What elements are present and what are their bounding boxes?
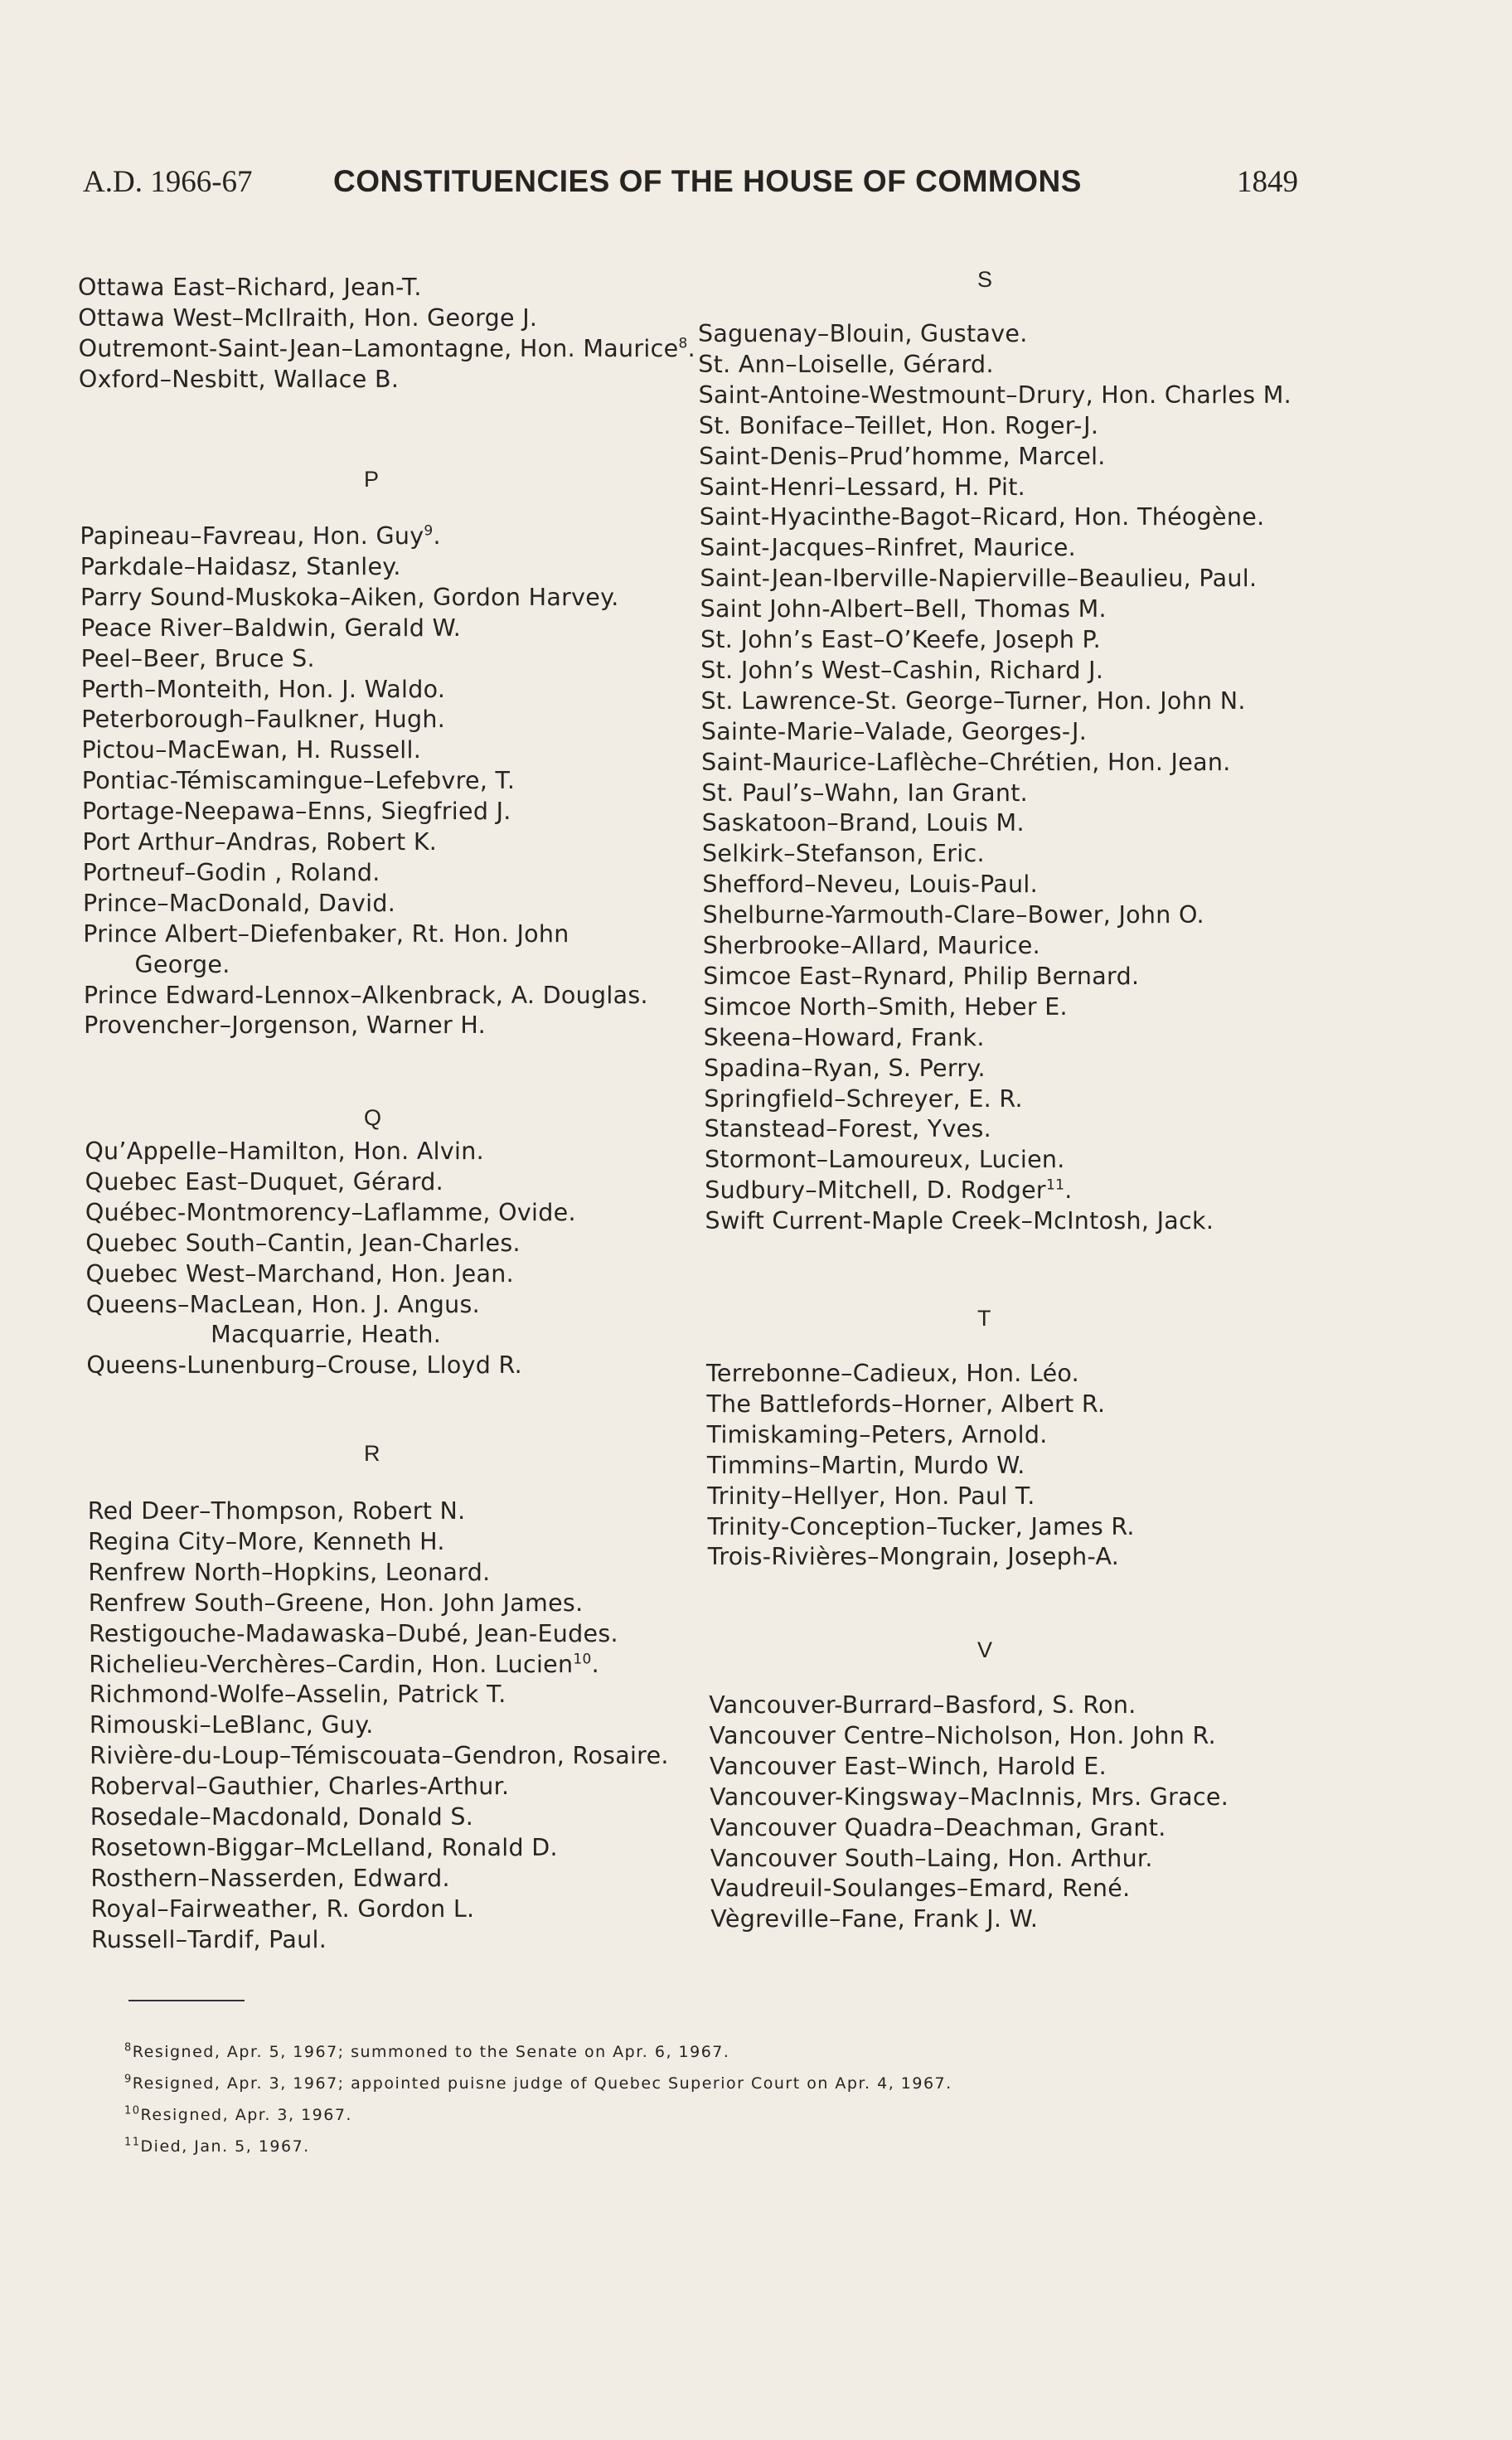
entry-text: Oxford–Nesbitt, Wallace B.: [78, 365, 400, 393]
entry-text: Vancouver Centre–Nicholson, Hon. John R.: [709, 1721, 1216, 1749]
constituency-entry: [703, 901, 1204, 929]
entry-text: Russell–Tardif, Paul.: [90, 1925, 327, 1953]
constituency-entry: [80, 584, 619, 612]
entry-text: Rivière-du-Loup–Témiscouata–Gendron, Rosaire.: [90, 1742, 669, 1770]
entry-text: Ottawa West–McIlraith, Hon. George J.: [78, 303, 538, 332]
constituency-entry: [82, 767, 515, 795]
entry-text: Vancouver-Burrard–Basford, S. Ron.: [709, 1691, 1136, 1719]
footnote: [124, 2106, 352, 2124]
section-heading-s: S: [977, 267, 993, 292]
constituency-entry: [91, 1926, 327, 1954]
entry-text: Saint-Hyacinthe-Bagot–Ricard, Hon. Théogène.: [699, 503, 1265, 531]
entry-text: Qu’Appelle–Hamilton, Hon. Alvin.: [85, 1138, 484, 1165]
entry-text: Port Arthur–Andras, Robert K.: [82, 828, 438, 856]
page-title: CONSTITUENCIES OF THE HOUSE OF COMMONS: [333, 164, 1082, 198]
footnote-divider: [128, 2000, 245, 2001]
constituency-entry: [705, 1207, 1214, 1235]
entry-text: Portage-Neepawa–Enns, Siegfried J.: [82, 798, 511, 826]
entry-text: Queens-Lunenburg–Crouse, Lloyd R.: [86, 1351, 522, 1380]
constituency-entry: [699, 412, 1098, 440]
constituency-entry: [82, 828, 437, 856]
entry-text: St. John’s West–Cashin, Richard J.: [700, 656, 1104, 684]
entry-text: Ottawa East–Richard, Jean-T.: [78, 274, 422, 301]
entry-text: Rosetown-Biggar–McLelland, Ronald D.: [90, 1833, 558, 1861]
constituency-entry: [89, 1589, 584, 1618]
section-heading-t: T: [977, 1306, 991, 1331]
entry-text: Royal–Fairweather, R. Gordon L.: [90, 1894, 475, 1923]
constituency-entry: [84, 1011, 486, 1040]
constituency-entry: [700, 503, 1265, 531]
entry-text: Saguenay–Blouin, Gustave.: [698, 320, 1028, 347]
entry-text: Vancouver-Kingsway–MacInnis, Mrs. Grace.: [710, 1783, 1229, 1811]
constituency-entry: [707, 1452, 1025, 1480]
constituency-entry: [710, 1722, 1216, 1750]
constituency-entry: [699, 473, 1025, 502]
constituency-entry: [710, 1753, 1107, 1781]
entry-text: Saskatoon–Brand, Louis M.: [701, 809, 1025, 837]
entry-text: Sudbury–Mitchell, D. Rodger: [705, 1176, 1046, 1205]
entry-text: Stormont–Lamoureux, Lucien.: [704, 1146, 1065, 1174]
entry-text: St. Boniface–Teillet, Hon. Roger-J.: [698, 411, 1099, 439]
section-heading-r: R: [364, 1441, 380, 1466]
entry-text: Rosedale–Macdonald, Donald S.: [90, 1803, 474, 1831]
entry-text: Quebec East–Duquet, Gérard.: [85, 1167, 444, 1196]
entry-text: Outremont-Saint-Jean–Lamontagne, Hon. Maurice: [78, 334, 679, 362]
constituency-entry: [699, 381, 1292, 410]
entry-text: Red Deer–Thompson, Robert N.: [87, 1497, 466, 1525]
footnote: [124, 2074, 952, 2093]
constituency-entry: [705, 1176, 1072, 1205]
entry-text: Quebec South–Cantin, Jean-Charles.: [85, 1229, 521, 1257]
entry-text: The Battlefords–Horner, Albert R.: [706, 1390, 1106, 1418]
constituency-entry: [698, 320, 1028, 348]
entry-text: Timmins–Martin, Murdo W.: [706, 1451, 1025, 1479]
entry-text: Regina City–More, Kenneth H.: [88, 1527, 445, 1555]
constituency-entry: [709, 1691, 1136, 1720]
constituency-entry: [85, 1199, 576, 1227]
constituency-entry: [90, 1742, 669, 1770]
entry-text: Swift Current-Maple Creek–McIntosh, Jack.: [705, 1207, 1214, 1235]
entry-text: Renfrew South–Greene, Hon. John James.: [88, 1589, 584, 1617]
entry-text: Trinity–Hellyer, Hon. Paul T.: [707, 1482, 1035, 1510]
constituency-entry: [78, 304, 537, 332]
constituency-entry: [703, 963, 1139, 991]
constituency-entry: [700, 565, 1257, 593]
entry-text: Stanstead–Forest, Yves.: [704, 1115, 992, 1143]
constituency-entry: [79, 335, 695, 363]
entry-text: Selkirk–Stefanson, Eric.: [702, 840, 985, 868]
entry-text: Simcoe East–Rynard, Philip Bernard.: [703, 962, 1140, 990]
entry-text: Prince–MacDonald, David.: [82, 889, 396, 917]
constituency-entry: [85, 1230, 521, 1258]
constituency-entry: [86, 1291, 480, 1319]
constituency-entry: [89, 1651, 599, 1679]
constituency-entry: [90, 1711, 374, 1739]
constituency-entry: [708, 1513, 1135, 1541]
constituency-entry: [704, 1055, 986, 1083]
constituency-entry: [83, 890, 395, 918]
footnote-number: 9: [124, 2073, 133, 2086]
entry-text: Saint-Maurice-Laflèche–Chrétien, Hon. Jean.: [701, 748, 1231, 776]
constituency-entry: [80, 522, 440, 551]
entry-text: Richmond-Wolfe–Asselin, Patrick T.: [89, 1681, 506, 1709]
entry-text: Renfrew North–Hopkins, Leonard.: [88, 1558, 491, 1586]
constituency-entry: [83, 920, 569, 948]
entry-text: Sherbrooke–Allard, Maurice.: [702, 932, 1040, 959]
entry-text: Trinity-Conception–Tucker, James R.: [707, 1512, 1135, 1540]
constituency-entry: [705, 1115, 991, 1143]
constituency-entry: [701, 718, 1087, 746]
entry-text: Québec-Montmorency–Laflamme, Ovide.: [85, 1198, 576, 1226]
constituency-entry: [708, 1543, 1119, 1571]
entry-text: Queens–MacLean, Hon. J. Angus.: [85, 1290, 480, 1318]
constituency-entry: [710, 1875, 1130, 1903]
entry-text: Saint John-Albert–Bell, Thomas M.: [700, 595, 1107, 623]
constituency-entry: [80, 553, 401, 581]
constituency-entry: [710, 1814, 1166, 1842]
entry-suffix: .: [1064, 1176, 1073, 1205]
entry-text: Vancouver East–Winch, Harold E.: [709, 1752, 1107, 1780]
entry-text: Peace River–Baldwin, Gerald W.: [80, 614, 462, 642]
constituency-entry: [701, 687, 1246, 716]
entry-text: Saint-Denis–Prud’homme, Marcel.: [699, 442, 1106, 470]
constituency-entry: [90, 1773, 509, 1801]
footnote-text: Resigned, Apr. 5, 1967; summoned to the Senate on Apr. 6, 1967.: [132, 2043, 730, 2061]
footnote-text: Resigned, Apr. 3, 1967.: [140, 2106, 352, 2124]
entry-text: St. John’s East–O’Keefe, Joseph P.: [700, 626, 1101, 653]
entry-text: St. Ann–Loiselle, Gérard.: [698, 350, 994, 378]
footnote-marker: 9: [424, 522, 434, 540]
entry-suffix: .: [433, 522, 441, 550]
constituency-entry: [703, 993, 1067, 1021]
footnote-text: Died, Jan. 5, 1967.: [140, 2137, 310, 2156]
entry-text: Spadina–Ryan, S. Perry.: [704, 1054, 986, 1082]
constituency-entry: [84, 982, 648, 1010]
constituency-entry: [86, 1351, 522, 1380]
entry-text: Perth–Monteith, Hon. J. Waldo.: [80, 675, 446, 703]
constituency-entry: [710, 1905, 1038, 1933]
section-heading-q: Q: [364, 1105, 382, 1130]
constituency-entry: [88, 1559, 490, 1587]
entry-text: George.: [134, 950, 230, 978]
constituency-entry: [704, 1085, 1022, 1113]
constituency-entry: [90, 1681, 506, 1709]
constituency-entry: [704, 1024, 985, 1052]
footnote-marker: 11: [1045, 1176, 1065, 1194]
entry-text: Parry Sound-Muskoka–Aiken, Gordon Harvey.: [80, 583, 619, 611]
entry-text: Vègreville–Fane, Frank J. W.: [710, 1905, 1039, 1933]
constituency-entry: [699, 443, 1105, 471]
constituency-entry: [81, 676, 445, 704]
entry-suffix: .: [687, 334, 695, 362]
constituency-entry: [81, 645, 315, 673]
constituency-entry: [90, 1865, 450, 1893]
entry-text: Papineau–Favreau, Hon. Guy: [80, 522, 424, 550]
entry-continuation: [211, 1321, 441, 1349]
entry-text: Quebec West–Marchand, Hon. Jean.: [85, 1259, 515, 1288]
entry-text: Provencher–Jorgenson, Warner H.: [84, 1011, 486, 1040]
page-number: 1849: [1237, 165, 1298, 199]
entry-text: Trois-Rivières–Mongrain, Joseph-A.: [707, 1543, 1120, 1571]
entry-suffix: .: [591, 1650, 599, 1678]
constituency-entry: [701, 749, 1230, 777]
constituency-entry: [78, 274, 422, 302]
entry-text: Vaudreuil-Soulanges–Emard, René.: [710, 1875, 1131, 1903]
entry-text: Roberval–Gauthier, Charles-Arthur.: [90, 1773, 510, 1801]
entry-text: Peel–Beer, Bruce S.: [80, 644, 315, 672]
constituency-entry: [83, 859, 380, 887]
entry-text: Peterborough–Faulkner, Hugh.: [81, 706, 446, 734]
entry-text: Saint-Jean-Iberville-Napierville–Beaulieu, Paul.: [700, 565, 1258, 593]
constituency-entry: [707, 1482, 1035, 1511]
entry-text: Skeena–Howard, Frank.: [703, 1023, 985, 1051]
constituency-entry: [81, 706, 445, 734]
entry-text: Pictou–MacEwan, H. Russell.: [81, 736, 422, 764]
constituency-entry: [710, 1845, 1153, 1873]
constituency-entry: [81, 736, 421, 764]
entry-text: Restigouche-Madawaska–Dubé, Jean-Eudes.: [88, 1619, 618, 1647]
footnote-number: 11: [124, 2136, 141, 2149]
entry-continuation: [135, 951, 230, 979]
constituency-entry: [702, 871, 1038, 899]
entry-text: Vancouver South–Laing, Hon. Arthur.: [710, 1844, 1153, 1872]
section-heading-p: P: [364, 467, 380, 492]
footnote-marker: 8: [678, 335, 688, 352]
entry-text: Prince Albert–Diefenbaker, Rt. Hon. John: [83, 919, 569, 948]
constituency-entry: [707, 1421, 1048, 1449]
entry-text: Richelieu-Verchères–Cardin, Hon. Lucien: [89, 1650, 574, 1678]
footnote-text: Resigned, Apr. 3, 1967; appointed puisne judge of Quebec Superior Court on Apr. 4, 1967.: [132, 2074, 952, 2093]
constituency-entry: [91, 1895, 475, 1923]
constituency-entry: [698, 351, 994, 379]
constituency-entry: [85, 1138, 484, 1166]
constituency-entry: [706, 1390, 1105, 1419]
constituency-entry: [706, 1360, 1079, 1388]
entry-text: St. Paul’s–Wahn, Ian Grant.: [701, 779, 1029, 807]
entry-text: Springfield–Schreyer, E. R.: [704, 1084, 1023, 1113]
constituency-entry: [701, 779, 1028, 808]
section-heading-v: V: [977, 1637, 993, 1662]
entry-text: Simcoe North–Smith, Heber E.: [703, 992, 1068, 1021]
entry-text: Rosthern–Nasserden, Edward.: [90, 1864, 450, 1892]
entry-text: Saint-Jacques–Rinfret, Maurice.: [700, 534, 1077, 562]
entry-text: Saint-Antoine-Westmount–Drury, Hon. Charles M.: [698, 381, 1292, 409]
entry-text: Saint-Henri–Lessard, H. Pit.: [699, 473, 1026, 501]
entry-text: Parkdale–Haidasz, Stanley.: [80, 552, 401, 580]
constituency-entry: [80, 614, 461, 643]
constituency-entry: [88, 1528, 445, 1556]
constituency-entry: [700, 626, 1101, 654]
constituency-entry: [88, 1497, 466, 1526]
constituency-entry: [702, 840, 985, 868]
constituency-entry: [710, 1783, 1228, 1812]
constituency-entry: [90, 1803, 473, 1831]
constituency-entry: [89, 1620, 618, 1648]
constituency-entry: [700, 595, 1107, 623]
footnote-marker: 10: [573, 1651, 592, 1667]
footnote-number: 8: [124, 2041, 133, 2054]
constituency-entry: [86, 1260, 515, 1288]
entry-text: Prince Edward-Lennox–Alkenbrack, A. Douglas.: [83, 981, 648, 1009]
constituency-entry: [82, 798, 511, 826]
entry-text: St. Lawrence-St. George–Turner, Hon. John N.: [700, 686, 1246, 715]
entry-text: Terrebonne–Cadieux, Hon. Léo.: [706, 1360, 1080, 1387]
entry-text: Sainte-Marie–Valade, Georges-J.: [700, 717, 1088, 745]
entry-text: Timiskaming–Peters, Arnold.: [706, 1420, 1048, 1448]
constituency-entry: [79, 366, 399, 394]
header-date: A.D. 1966-67: [83, 165, 253, 199]
constituency-entry: [90, 1834, 558, 1862]
footnote: [124, 2043, 729, 2061]
constituency-entry: [702, 809, 1025, 837]
entry-text: Shefford–Neveu, Louis-Paul.: [702, 871, 1038, 899]
constituency-entry: [703, 932, 1040, 960]
entry-text: Pontiac-Témiscamingue–Lefebvre, T.: [81, 767, 516, 795]
footnote-number: 10: [124, 2104, 141, 2117]
constituency-entry: [85, 1168, 443, 1196]
entry-text: Macquarrie, Heath.: [211, 1321, 442, 1349]
entry-text: Shelburne-Yarmouth-Clare–Bower, John O.: [702, 901, 1204, 929]
constituency-entry: [705, 1146, 1065, 1174]
entry-text: Vancouver Quadra–Deachman, Grant.: [710, 1813, 1166, 1841]
footnote: [124, 2137, 310, 2156]
entry-text: Rimouski–LeBlanc, Guy.: [89, 1711, 374, 1739]
constituency-entry: [700, 657, 1103, 685]
entry-text: Portneuf–Godin , Roland.: [82, 858, 380, 886]
constituency-entry: [700, 534, 1076, 562]
